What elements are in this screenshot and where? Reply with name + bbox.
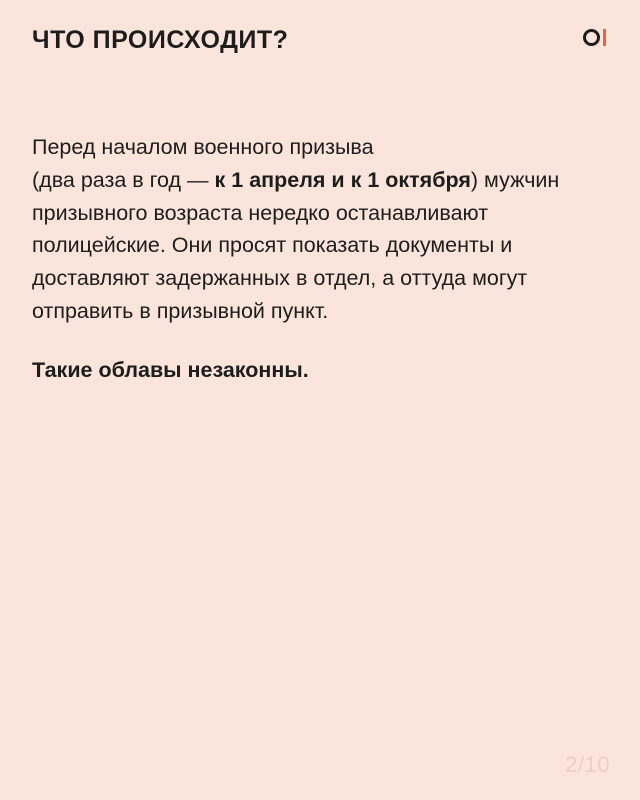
brand-logo <box>583 29 606 46</box>
vertical-bar-icon <box>603 29 606 46</box>
paragraph-line-2-prefix: (два раза в год — <box>32 167 215 192</box>
emphasis-statement: Такие облавы незаконны. <box>32 358 309 383</box>
paragraph-deadlines: к 1 апреля и к 1 октября <box>214 167 471 192</box>
slide-counter: 2/10 <box>565 752 610 777</box>
paragraph-line-2-suffix: ) <box>470 167 479 192</box>
card-header <box>32 26 608 55</box>
paragraph-rest: мужчин призывного возраста нередко останавливают полицейские. Они просят показать документы и доставляют задержанных в отдел, а оттуда могут отправить в призывной пункт. <box>32 167 560 324</box>
body-text <box>32 131 562 387</box>
page-title: ЧТО ПРОИСХОДИТ? <box>32 26 289 54</box>
main-paragraph <box>32 131 562 328</box>
paragraph-line-1: Перед началом военного призыва <box>32 134 374 159</box>
circle-o-icon <box>583 29 600 46</box>
